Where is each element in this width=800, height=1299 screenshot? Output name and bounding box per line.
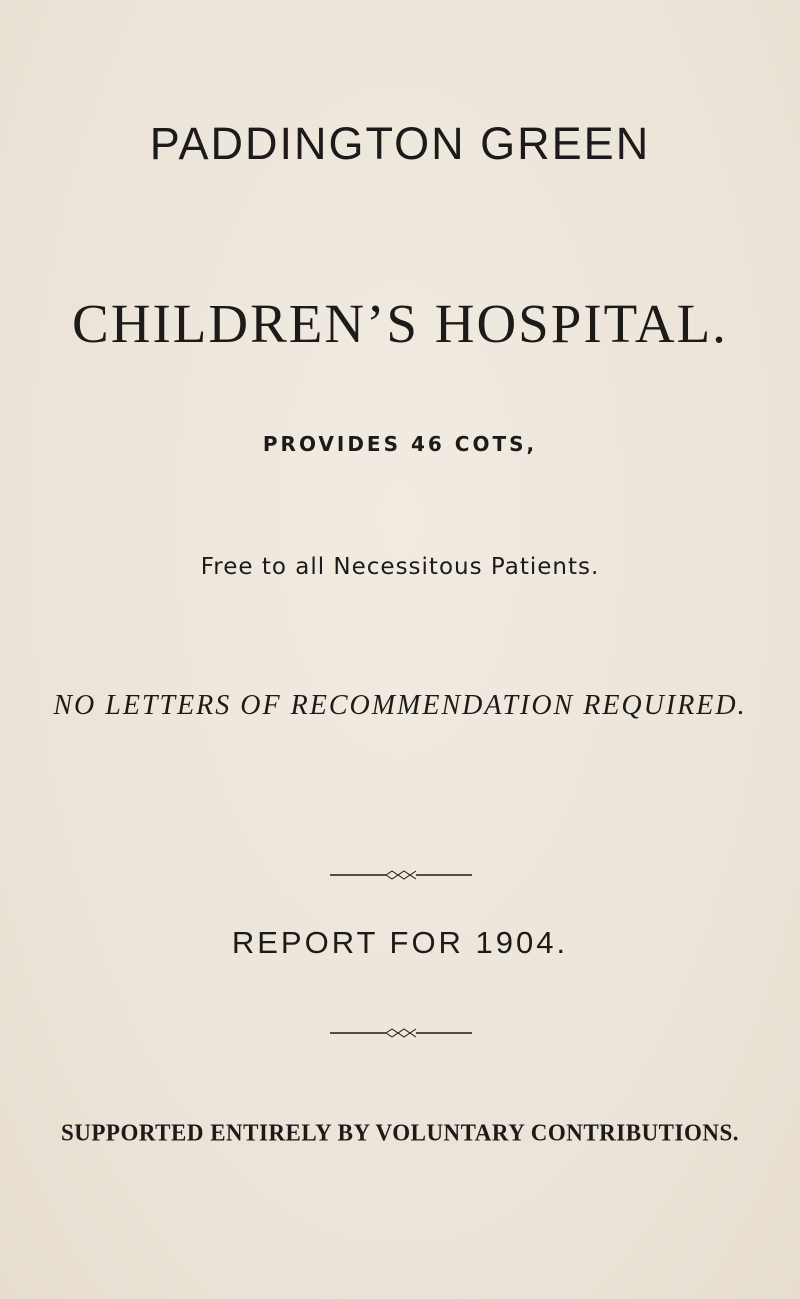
ornament-divider-top [330,868,472,882]
provides-cots-line: PROVIDES 46 COTS, [262,432,538,456]
ornament-divider-bottom [330,1026,472,1040]
title-line-1: PADDINGTON GREEN [149,118,651,169]
title-line-2: CHILDREN’S HOSPITAL. [72,293,728,354]
supported-line: SUPPORTED ENTIRELY BY VOLUNTARY CONTRIBUTIONS. [60,1119,740,1146]
report-heading: REPORT FOR 1904. [231,925,569,960]
no-letters-line: NO LETTERS OF RECOMMENDATION REQUIRED. [53,690,747,721]
free-patients-line: Free to all Necessitous Patients. [200,554,600,580]
